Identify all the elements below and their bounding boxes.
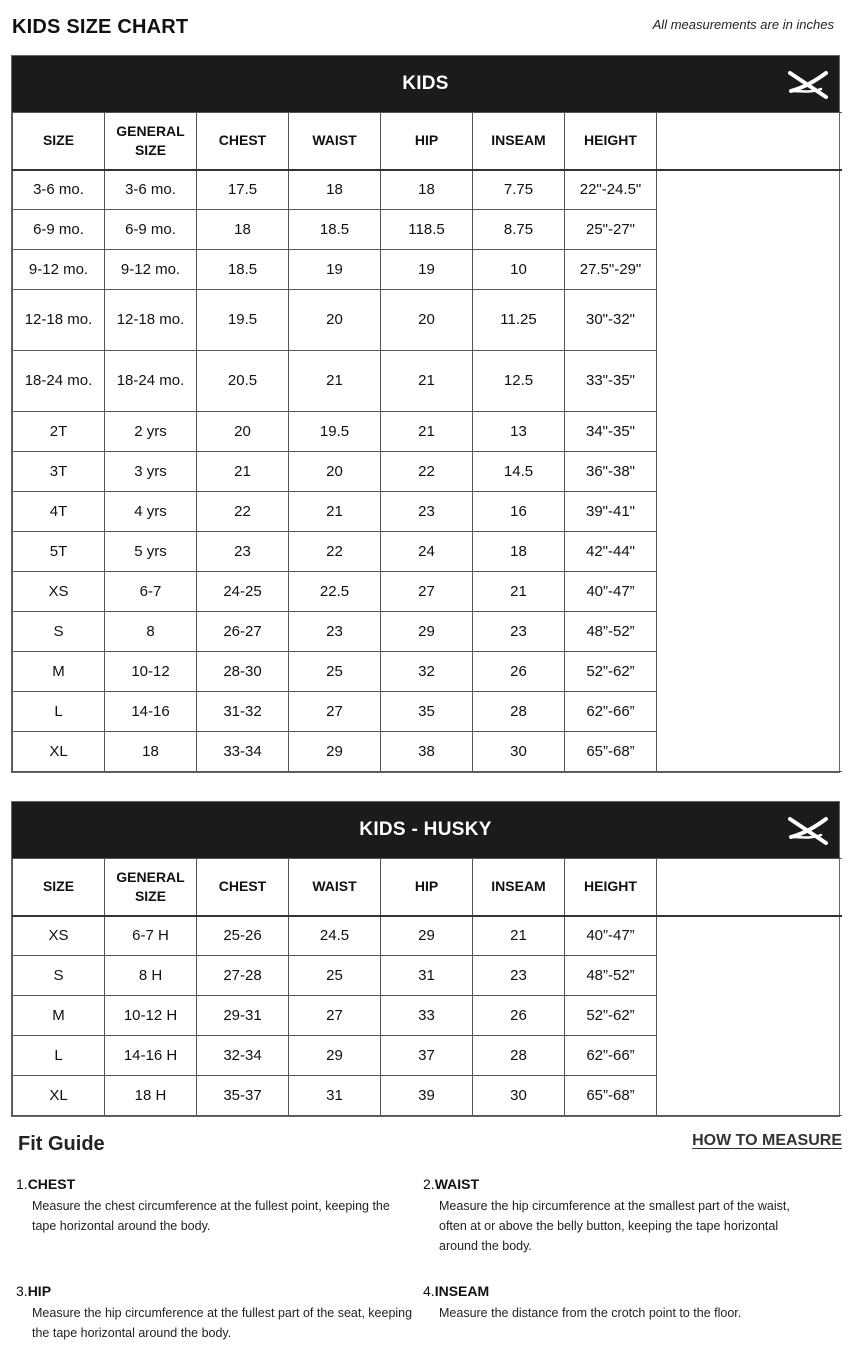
table-cell: 6-7 xyxy=(105,572,197,612)
kids-size-table-block xyxy=(11,55,840,773)
table-cell: 22 xyxy=(381,452,473,492)
table-cell: 23 xyxy=(473,612,565,652)
table-cell: 65”-68” xyxy=(565,1076,657,1116)
empty-cell xyxy=(657,859,842,916)
empty-cell xyxy=(657,532,842,572)
table-cell: 4 yrs xyxy=(105,492,197,532)
table-cell: 38 xyxy=(381,732,473,772)
brand-logo-icon xyxy=(787,67,829,101)
fit-item-inseam xyxy=(423,1283,813,1323)
table-cell: 32 xyxy=(381,652,473,692)
table-cell: 14-16 H xyxy=(105,1036,197,1076)
table-cell: 18 xyxy=(381,170,473,210)
empty-cell xyxy=(657,351,842,412)
table-cell: XL xyxy=(13,732,105,772)
husky-size-table xyxy=(12,858,842,1116)
table-cell: 35-37 xyxy=(197,1076,289,1116)
empty-cell xyxy=(657,692,842,732)
kids-table-body xyxy=(13,170,842,772)
husky-header-row xyxy=(13,859,842,916)
empty-cell xyxy=(657,956,842,996)
fit-item-hip xyxy=(16,1283,416,1343)
table-cell: 29 xyxy=(289,1036,381,1076)
empty-cell xyxy=(657,1036,842,1076)
table-cell: 48”-52” xyxy=(565,612,657,652)
table-cell: 6-9 mo. xyxy=(105,210,197,250)
table-cell: 34"-35" xyxy=(565,412,657,452)
table-cell: 29-31 xyxy=(197,996,289,1036)
empty-cell xyxy=(657,732,842,772)
table-cell: S xyxy=(13,612,105,652)
table-cell: 7.75 xyxy=(473,170,565,210)
table-cell: 31 xyxy=(289,1076,381,1116)
table-cell: 36"-38" xyxy=(565,452,657,492)
table-cell: 52”-62” xyxy=(565,652,657,692)
table-cell: 20.5 xyxy=(197,351,289,412)
table-cell: 21 xyxy=(289,351,381,412)
table-cell: 8 xyxy=(105,612,197,652)
table-row xyxy=(13,652,842,692)
column-header: INSEAM xyxy=(473,113,565,170)
table-cell: 29 xyxy=(289,732,381,772)
table-cell: 22 xyxy=(289,532,381,572)
table-cell: 14-16 xyxy=(105,692,197,732)
table-cell: 22"-24.5" xyxy=(565,170,657,210)
column-header: WAIST xyxy=(289,113,381,170)
table-cell: 20 xyxy=(197,412,289,452)
table-cell: 12-18 mo. xyxy=(13,290,105,351)
table-cell: 26 xyxy=(473,996,565,1036)
table-cell: 8 H xyxy=(105,956,197,996)
table-cell: 32-34 xyxy=(197,1036,289,1076)
fit-item-waist xyxy=(423,1176,813,1256)
table-row xyxy=(13,492,842,532)
fit-item-description: Measure the hip circumference at the smallest part of the waist, often at or above the belly button, keeping the tape horizontal around the body. xyxy=(439,1199,790,1253)
table-cell: 3-6 mo. xyxy=(105,170,197,210)
table-cell: 21 xyxy=(197,452,289,492)
column-header: HEIGHT xyxy=(565,113,657,170)
fit-item-description: Measure the chest circumference at the fullest point, keeping the tape horizontal around the body. xyxy=(32,1199,390,1233)
table-cell: 19 xyxy=(289,250,381,290)
table-cell: L xyxy=(13,1036,105,1076)
table-cell: 29 xyxy=(381,916,473,956)
table-cell: 62”-66” xyxy=(565,692,657,732)
kids-size-table xyxy=(12,112,842,772)
kids-header-row xyxy=(13,113,842,170)
table-cell: 22 xyxy=(197,492,289,532)
table-cell: 10-12 H xyxy=(105,996,197,1036)
table-cell: 30"-32" xyxy=(565,290,657,351)
fit-item-heading xyxy=(423,1176,813,1192)
table-row xyxy=(13,612,842,652)
husky-size-table-block xyxy=(11,801,840,1117)
table-cell: 13 xyxy=(473,412,565,452)
table-cell: 33 xyxy=(381,996,473,1036)
table-cell: 27-28 xyxy=(197,956,289,996)
table-cell: 4T xyxy=(13,492,105,532)
table-cell: 31 xyxy=(381,956,473,996)
fit-item-description: Measure the distance from the crotch point to the floor. xyxy=(439,1306,742,1320)
column-header: HIP xyxy=(381,859,473,916)
table-cell: 29 xyxy=(381,612,473,652)
fit-item-heading xyxy=(16,1176,416,1192)
table-cell: 2 yrs xyxy=(105,412,197,452)
column-header: CHEST xyxy=(197,859,289,916)
table-cell: 23 xyxy=(473,956,565,996)
table-cell: 20 xyxy=(289,452,381,492)
fit-item-heading xyxy=(16,1283,416,1299)
fit-item-number: 1. xyxy=(16,1176,28,1192)
empty-cell xyxy=(657,170,842,210)
empty-cell xyxy=(657,412,842,452)
table-cell: 27.5"-29" xyxy=(565,250,657,290)
table-cell: S xyxy=(13,956,105,996)
table-cell: 52”-62” xyxy=(565,996,657,1036)
table-row xyxy=(13,572,842,612)
table-cell: 21 xyxy=(473,572,565,612)
fit-item-label: HIP xyxy=(27,1283,52,1299)
table-cell: 21 xyxy=(289,492,381,532)
table-cell: 18.5 xyxy=(289,210,381,250)
table-cell: 12.5 xyxy=(473,351,565,412)
table-row xyxy=(13,452,842,492)
table-cell: 17.5 xyxy=(197,170,289,210)
table-cell: 25-26 xyxy=(197,916,289,956)
table-cell: 39"-41" xyxy=(565,492,657,532)
table-cell: 26-27 xyxy=(197,612,289,652)
table-cell: 24-25 xyxy=(197,572,289,612)
table-cell: 9-12 mo. xyxy=(13,250,105,290)
fit-item-chest xyxy=(16,1176,416,1236)
measurement-note: All measurements are in inches xyxy=(652,17,834,32)
husky-table-title: KIDS - HUSKY xyxy=(359,819,492,840)
table-cell: 30 xyxy=(473,1076,565,1116)
table-cell: 3 yrs xyxy=(105,452,197,492)
table-cell: 16 xyxy=(473,492,565,532)
fit-item-number: 4. xyxy=(423,1283,435,1299)
table-row xyxy=(13,692,842,732)
table-cell: 28 xyxy=(473,1036,565,1076)
table-cell: 30 xyxy=(473,732,565,772)
table-cell: 18 xyxy=(197,210,289,250)
table-row xyxy=(13,532,842,572)
table-cell: 31-32 xyxy=(197,692,289,732)
table-cell: 3-6 mo. xyxy=(13,170,105,210)
table-cell: 25 xyxy=(289,652,381,692)
table-cell: 33-34 xyxy=(197,732,289,772)
fit-item-label: INSEAM xyxy=(434,1283,490,1299)
table-cell: 37 xyxy=(381,1036,473,1076)
table-cell: XL xyxy=(13,1076,105,1116)
table-cell: 9-12 mo. xyxy=(105,250,197,290)
table-cell: 19.5 xyxy=(197,290,289,351)
table-row xyxy=(13,732,842,772)
kids-table-header xyxy=(12,56,839,112)
table-cell: 118.5 xyxy=(381,210,473,250)
empty-cell xyxy=(657,1076,842,1116)
table-cell: 11.25 xyxy=(473,290,565,351)
empty-cell xyxy=(657,916,842,956)
table-cell: 27 xyxy=(381,572,473,612)
table-cell: 42"-44" xyxy=(565,532,657,572)
fit-item-number: 2. xyxy=(423,1176,435,1192)
table-cell: 20 xyxy=(381,290,473,351)
table-cell: 5T xyxy=(13,532,105,572)
table-cell: 5 yrs xyxy=(105,532,197,572)
table-row xyxy=(13,250,842,290)
table-cell: 27 xyxy=(289,692,381,732)
table-cell: 3T xyxy=(13,452,105,492)
table-row xyxy=(13,1036,842,1076)
table-cell: 20 xyxy=(289,290,381,351)
brand-logo-icon xyxy=(787,813,829,847)
column-header: HIP xyxy=(381,113,473,170)
table-row xyxy=(13,170,842,210)
empty-cell xyxy=(657,210,842,250)
table-cell: M xyxy=(13,996,105,1036)
table-cell: 62”-66” xyxy=(565,1036,657,1076)
table-cell: 27 xyxy=(289,996,381,1036)
table-cell: M xyxy=(13,652,105,692)
table-cell: 33"-35" xyxy=(565,351,657,412)
table-cell: 24 xyxy=(381,532,473,572)
table-cell: 48”-52” xyxy=(565,956,657,996)
table-cell: 25"-27" xyxy=(565,210,657,250)
empty-cell xyxy=(657,612,842,652)
table-cell: 40”-47” xyxy=(565,916,657,956)
table-row xyxy=(13,1076,842,1116)
table-cell: 35 xyxy=(381,692,473,732)
table-cell: 21 xyxy=(381,351,473,412)
table-row xyxy=(13,412,842,452)
table-cell: 8.75 xyxy=(473,210,565,250)
column-header: SIZE xyxy=(13,113,105,170)
table-cell: 18 xyxy=(105,732,197,772)
column-header: SIZE xyxy=(13,859,105,916)
empty-cell xyxy=(657,572,842,612)
empty-cell xyxy=(657,113,842,170)
table-row xyxy=(13,210,842,250)
empty-cell xyxy=(657,652,842,692)
empty-cell xyxy=(657,996,842,1036)
table-cell: 23 xyxy=(381,492,473,532)
table-cell: 18 H xyxy=(105,1076,197,1116)
fit-item-label: WAIST xyxy=(434,1176,480,1192)
column-header: GENERAL SIZE xyxy=(105,113,197,170)
husky-table-body xyxy=(13,916,842,1116)
empty-cell xyxy=(657,452,842,492)
table-cell: XS xyxy=(13,572,105,612)
table-cell: 19 xyxy=(381,250,473,290)
table-cell: 23 xyxy=(197,532,289,572)
table-row xyxy=(13,290,842,351)
table-cell: 14.5 xyxy=(473,452,565,492)
table-row xyxy=(13,916,842,956)
empty-cell xyxy=(657,250,842,290)
fit-item-heading xyxy=(423,1283,813,1299)
fit-item-number: 3. xyxy=(16,1283,28,1299)
table-cell: 6-9 mo. xyxy=(13,210,105,250)
column-header: WAIST xyxy=(289,859,381,916)
table-row xyxy=(13,351,842,412)
table-cell: L xyxy=(13,692,105,732)
table-row xyxy=(13,996,842,1036)
table-cell: 39 xyxy=(381,1076,473,1116)
fit-item-label: CHEST xyxy=(27,1176,76,1192)
table-cell: 2T xyxy=(13,412,105,452)
table-cell: 26 xyxy=(473,652,565,692)
fit-item-description: Measure the hip circumference at the fullest part of the seat, keeping the tape horizontal around the body. xyxy=(32,1306,413,1340)
table-cell: 28-30 xyxy=(197,652,289,692)
table-cell: 18-24 mo. xyxy=(105,351,197,412)
table-cell: 10 xyxy=(473,250,565,290)
table-cell: 6-7 H xyxy=(105,916,197,956)
table-cell: 18 xyxy=(473,532,565,572)
table-cell: 21 xyxy=(473,916,565,956)
fit-guide-title: Fit Guide xyxy=(18,1133,105,1155)
table-cell: 28 xyxy=(473,692,565,732)
table-cell: 12-18 mo. xyxy=(105,290,197,351)
column-header: INSEAM xyxy=(473,859,565,916)
table-cell: 10-12 xyxy=(105,652,197,692)
column-header: GENERAL SIZE xyxy=(105,859,197,916)
table-row xyxy=(13,956,842,996)
table-cell: XS xyxy=(13,916,105,956)
column-header: CHEST xyxy=(197,113,289,170)
table-cell: 65”-68” xyxy=(565,732,657,772)
table-cell: 24.5 xyxy=(289,916,381,956)
empty-cell xyxy=(657,492,842,532)
column-header: HEIGHT xyxy=(565,859,657,916)
table-cell: 25 xyxy=(289,956,381,996)
how-to-measure-link[interactable]: HOW TO MEASURE xyxy=(692,1132,842,1149)
table-cell: 22.5 xyxy=(289,572,381,612)
table-cell: 21 xyxy=(381,412,473,452)
kids-table-title: KIDS xyxy=(402,73,449,94)
husky-table-header xyxy=(12,802,839,858)
table-cell: 23 xyxy=(289,612,381,652)
empty-cell xyxy=(657,290,842,351)
page-title: KIDS SIZE CHART xyxy=(12,16,189,38)
table-cell: 19.5 xyxy=(289,412,381,452)
table-cell: 40”-47” xyxy=(565,572,657,612)
table-cell: 18.5 xyxy=(197,250,289,290)
table-cell: 18-24 mo. xyxy=(13,351,105,412)
table-cell: 18 xyxy=(289,170,381,210)
